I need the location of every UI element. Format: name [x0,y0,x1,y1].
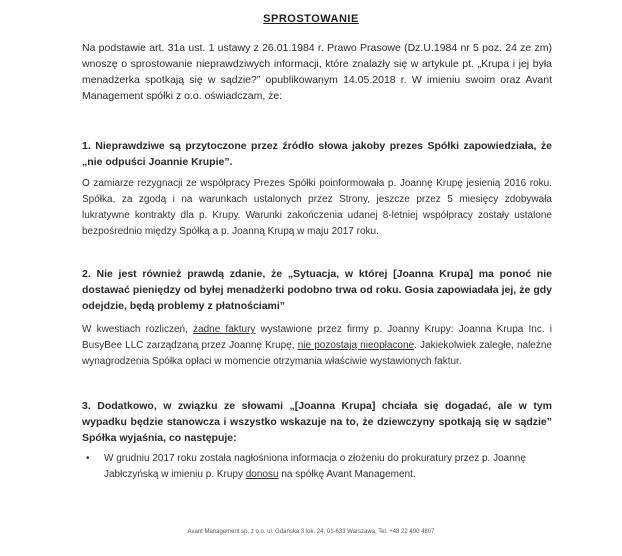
bullet-text [96,451,551,483]
section-3-bullet-item [86,451,551,483]
bullet-underlined-text: donosu [245,469,279,480]
section-1-heading: 1. Nieprawdziwe są przytoczone przez źródło słowa jakoby prezes Spółki zapowiedziała, że „nie odpuści Joannie Krupie”. [82,140,552,168]
section-2-paragraph [82,322,552,370]
bullet-dot-icon: • [86,453,90,464]
bullet-text-part: W grudniu 2017 roku została nagłośniona informacja o złożeniu do prokuratury przez p. Joannę Jabłczyńską w imieniu p. Krupy [104,453,526,480]
section-2-heading: 2. Nie jest również prawdą zdanie, że „Sytuacja, w której [Joanna Krupa] ma ponoć nie dostawać pieniędzy od byłej menadżerki podobno trwa od roku. Gosia zapowiadała jej, że gdy odejdzie, będą problemy z płatnościami” [82,268,552,312]
bullet-text-part: na spółkę Avant Management. [278,469,416,480]
section-1-paragraph: O zamiarze rezygnacji ze współpracy Prezes Spółki poinformowała p. Joannę Krupę jesienią 2016 roku. Spółka, za zgodą i na warunkach ustalonych przez Strony, jeszcze przez 5 miesięcy zdobywała lukratywne kontrakty dla p. Krupy. Warunki zakończenia udanej 8-letniej współpracy zostały ustalone bezpośrednio między Spółką a p. Joanną Krupą w maju 2017 roku. [82,178,552,237]
section-2-underlined-text: żadne faktury [193,324,256,335]
company-footer: Avant Management sp. z o.o. ul. Gdańska 3 lok. 24, 01-633 Warszawa, Tel. +48 22 490 4807 [187,529,435,535]
intro-paragraph: Na podstawie art. 31a ust. 1 ustawy z 26.01.1984 r. Prawo Prasowe (Dz.U.1984 nr 5 poz. 24 ze zm) wnoszę o sprostowanie nieprawdziwych informacji, które znalazły się w artykule pt. „Krupa i jej była menadżerka spotkają się w sądzie?” opublikowanym 14.05.2018 r. W imieniu swoim oraz Avant Management spółki z o.o. oświadczam, że: [82,42,552,102]
section-2-text-part: . Jakiekolwiek zaległe, należne wynagrodzenia Spółka opłaci w momencie otrzymania właściwie wystawionych faktur. [82,340,552,367]
section-2-text-part: wystawione przez firmy p. Joanny Krupy: Joanna Krupa Inc. i BusyBee LLC zarządzaną przez Joannę Krupę, [82,324,552,351]
section-2-text-part: W kwestiach rozliczeń, [82,324,194,335]
document-title: SPROSTOWANIE [263,13,359,25]
section-2-underlined-text: nie pozostają nieopłacone [297,340,415,351]
section-3-heading: 3. Dodatkowo, w związku ze słowami „[Joanna Krupa] chciała się dogadać, ale w tym wypadku będzie stanowcza i wszystko wskazuje na to, że dziewczyny spotkają się w sądzie” Spółka wyjaśnia, co następuje: [82,400,552,444]
